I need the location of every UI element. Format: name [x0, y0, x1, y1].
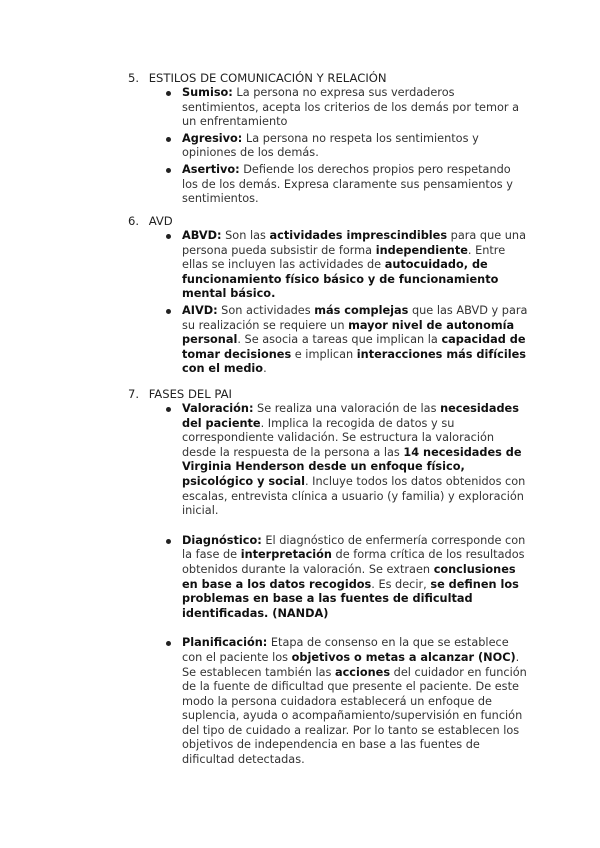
bold-text: se definen los problemas en base a las fuentes de dificultad identificadas. (NANDA): [182, 577, 519, 620]
bold-text: actividades imprescindibles: [269, 229, 448, 242]
bold-text: Planificación:: [182, 636, 268, 650]
text: Se realiza una valoración de las: [253, 402, 441, 415]
bold-text: Agresivo:: [182, 131, 243, 145]
text: del cuidador en función de la fuente de dificultad que presente el paciente. De este modo la persona cuidadora establecerá un enfoque de suplencia, ayuda o acompañamiento/supervisión en función del tipo de cuidado a realizar. Por lo tanto se establecen los objetivos de independencia en base a las fuentes de dificultad detectadas.: [182, 665, 527, 767]
text: . Se establecen también las: [182, 650, 520, 679]
section-estilos: [128, 71, 528, 207]
text: para que una persona pueda subsistir de forma: [182, 229, 527, 257]
bold-text: independiente: [375, 243, 468, 257]
bullet-list: [128, 229, 528, 377]
list-item: [128, 402, 528, 519]
text: Defiende los derechos propios pero respetando los de los demás. Expresa claramente sus pensamientos y sentimientos.: [182, 162, 513, 206]
list-item: [128, 229, 528, 302]
list-item: [128, 534, 528, 622]
list-item: [128, 163, 528, 207]
text: Etapa de consenso en la que se establece con el paciente los: [182, 636, 509, 664]
text: Son las: [221, 229, 270, 242]
section-avd: [128, 214, 528, 377]
section-heading: 7. FASES DEL PAI: [128, 387, 232, 401]
text: . Implica la recogida de datos y su correspondiente validación. Se estructura la valoración desde la respuesta de la persona a las: [182, 416, 495, 459]
bold-text: más complejas: [314, 303, 409, 317]
bold-text: necesidades del paciente: [182, 402, 519, 430]
text: que las ABVD y para su realización se requiere un: [182, 303, 528, 332]
text: Son actividades: [217, 303, 315, 317]
text: e implican: [291, 347, 357, 361]
section-heading: 5. ESTILOS DE COMUNICACIÓN Y RELACIÓN: [128, 71, 387, 85]
text: . Es decir,: [371, 577, 431, 591]
bold-text: capacidad de tomar decisiones: [182, 333, 526, 361]
list-item: [128, 636, 528, 767]
section-fases-pai: [128, 387, 528, 768]
text: de forma crítica de los resultados obtenidos durante la valoración. Se extraen: [182, 548, 525, 576]
text: La persona no respeta los sentimientos y opiniones de los demás.: [182, 131, 479, 160]
bullet-list: [128, 402, 528, 768]
bold-text: ABVD:: [182, 229, 222, 242]
bold-text: Sumiso:: [182, 86, 233, 99]
bold-text: interpretación: [240, 548, 332, 562]
list-item: [128, 132, 528, 161]
bold-text: 14 necesidades de Virginia Henderson desde un enfoque físico, psicológico y social: [182, 445, 522, 488]
bold-text: mayor nivel de autonomía personal: [182, 318, 515, 347]
text: . Entre ellas se incluyen las actividades de: [182, 243, 506, 272]
bold-text: AIVD:: [182, 303, 218, 317]
bold-text: interacciones más difíciles con el medio: [182, 347, 526, 376]
bold-text: autocuidado, de funcionamiento físico básico y de funcionamiento mental básico.: [182, 258, 499, 301]
bold-text: Asertivo:: [182, 162, 240, 176]
section-heading: 6. AVD: [128, 214, 173, 228]
text: . Incluye todos los datos obtenidos con escalas, entrevista clínica a usuario (y familia) y exploración inicial.: [182, 474, 526, 518]
bold-text: conclusiones en base a los datos recogidos: [182, 562, 516, 591]
text: .: [263, 362, 267, 376]
bullet-list: [128, 86, 528, 207]
list-item: [128, 304, 528, 377]
bold-text: acciones: [334, 665, 391, 679]
bold-text: Valoración:: [182, 402, 254, 415]
bold-text: objetivos o metas a alcanzar (NOC): [291, 650, 516, 664]
bold-text: Diagnóstico:: [182, 533, 262, 547]
text: El diagnóstico de enfermería corresponde con la fase de: [182, 533, 526, 562]
text: . Se asocia a tareas que implican la: [237, 333, 442, 347]
list-item: [128, 86, 528, 130]
text: La persona no expresa sus verdaderos sentimientos, acepta los criterios de los demás por temor a un enfrentamiento: [182, 86, 520, 129]
